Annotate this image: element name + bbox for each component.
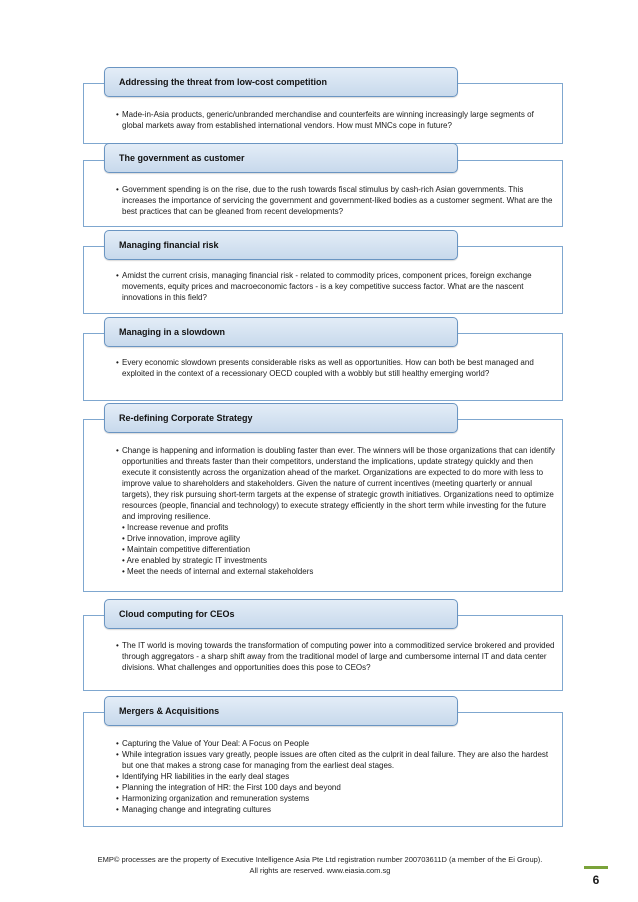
section-header: Managing financial risk [104,230,458,260]
page-footer [40,854,600,876]
section-items [117,270,557,303]
bullet-item: • While integration issues vary greatly, people issues are often cited as the culprit in deal failure. They are also the hardest but one that makes a strong case for managing from the earliest deal stages. [117,749,557,771]
bullet-item: • Amidst the current crisis, managing financial risk - related to commodity prices, component prices, foreign exchange movements, equity prices and macroeconomic factors - is a key competitive success factor. What are the nascent innovations in this field? [117,270,557,303]
section-items [117,738,557,815]
sub-bullet: • Maintain competitive differentiation [122,545,251,554]
sub-bullet: • Increase revenue and profits [122,523,229,532]
section-header: The government as customer [104,143,458,173]
section-header: Mergers & Acquisitions [104,696,458,726]
section-items [117,640,557,673]
sub-bullet: • Drive innovation, improve agility [122,534,240,543]
bullet-item [117,445,557,577]
bullet-item: • Made-in-Asia products, generic/unbranded merchandise and counterfeits are winning increasingly large segments of global markets away from established international vendors. How must MNCs cope in future? [117,109,557,131]
bullet-item: • Every economic slowdown presents considerable risks as well as opportunities. How can both be best managed and exploited in the context of a recessionary OECD coupled with a wobbly but still healthy emerging world? [117,357,557,379]
page-number: 6 [584,866,608,889]
sub-bullet: • Are enabled by strategic IT investments [122,556,267,565]
section-header: Cloud computing for CEOs [104,599,458,629]
sub-bullet: • Meet the needs of internal and external stakeholders [122,567,314,576]
bullet-item: • The IT world is moving towards the transformation of computing power into a commoditized service brokered and provided through aggregators - a sharp shift away from the traditional model of large and cumbersome internal IT and data center divisions. What challenges and opportunities does this pose to CEOs? [117,640,557,673]
bullet-text: Change is happening and information is doubling faster than ever. The winners will be those organizations that can identify opportunities and threats faster than their competitors, understand the implications, update strategy quickly and then execute it consistently across the organization ahead of the market. Organizations are expected to do more with less to improve value to shareholders and stakeholders. Given the nature of current incentives (meeting quarterly or annual targets), they risk pursuing short-term targets at the expense of strategic growth initiatives. Organizations need to optimize resources (people, financial and technology) to execute strategy efficiently in the short term while investing for the future and improving resilience. [122,446,556,521]
section-header: Managing in a slowdown [104,317,458,347]
bullet-item: • Capturing the Value of Your Deal: A Focus on People [117,738,557,749]
bullet-item: • Identifying HR liabilities in the early deal stages [117,771,557,782]
section-items [117,445,557,577]
footer-rights: All rights are reserved. www.eiasia.com.sg [249,866,391,875]
section-header: Addressing the threat from low-cost competition [104,67,458,97]
bullet-item: • Managing change and integrating cultures [117,804,557,815]
section-items [117,109,557,131]
section-items [117,357,557,379]
bullet-item: • Government spending is on the rise, due to the rush towards fiscal stimulus by cash-rich Asian governments. This increases the importance of servicing the government and government-liked bodies as a customer segment. What are the best practices that can be gleaned from recent developments? [117,184,557,217]
footer-copyright: EMP© processes are the property of Executive Intelligence Asia Pte Ltd registration number 200703611D (a member of the Ei Group). [97,855,543,864]
section-header: Re-defining Corporate Strategy [104,403,458,433]
bullet-item: • Planning the integration of HR: the First 100 days and beyond [117,782,557,793]
section-items [117,184,557,217]
bullet-item: • Harmonizing organization and remuneration systems [117,793,557,804]
